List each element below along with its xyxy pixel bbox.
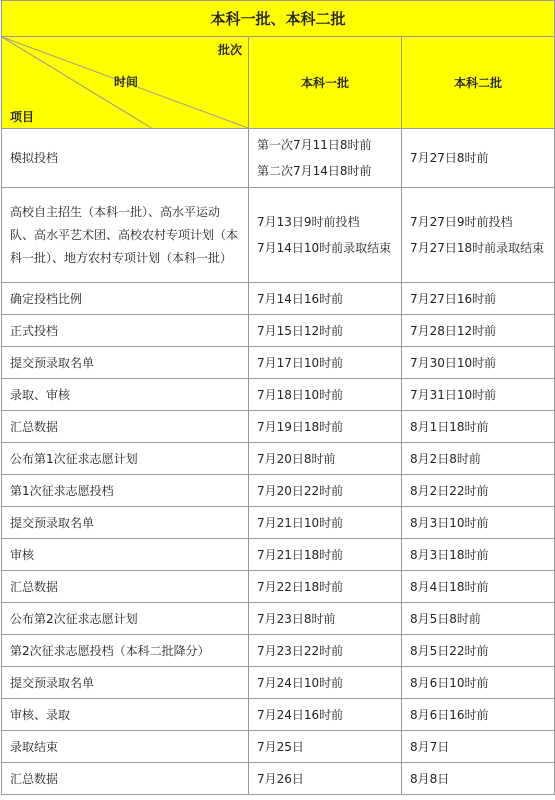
table-row <box>2 507 555 539</box>
batch1-cell-text: 7月20日8时前 <box>257 451 336 466</box>
batch2-cell-text: 8月2日22时前 <box>410 483 489 498</box>
item-cell: 第1次征求志愿投档 <box>2 475 249 507</box>
item-cell: 提交预录取名单 <box>2 667 249 699</box>
diagonal-header-cell <box>2 37 249 129</box>
item-cell: 汇总数据 <box>2 571 249 603</box>
item-cell: 审核 <box>2 539 249 571</box>
batch2-cell <box>402 667 555 699</box>
batch2-cell-text: 8月5日8时前 <box>410 611 481 626</box>
batch1-cell <box>249 667 402 699</box>
item-cell: 汇总数据 <box>2 763 249 795</box>
batch2-cell-text: 8月3日10时前 <box>410 515 489 530</box>
header-batch1: 本科一批 <box>249 37 402 129</box>
batch1-cell <box>249 411 402 443</box>
table-row <box>2 667 555 699</box>
batch1-cell <box>249 347 402 379</box>
batch1-cell <box>249 571 402 603</box>
item-cell: 确定投档比例 <box>2 283 249 315</box>
corner-label-time: 时间 <box>114 75 139 89</box>
batch1-cell-text: 7月19日18时前 <box>257 419 344 434</box>
table-row <box>2 411 555 443</box>
table-row <box>2 763 555 795</box>
item-cell: 录取、审核 <box>2 379 249 411</box>
batch1-cell-text: 7月25日 <box>257 739 304 754</box>
batch2-cell <box>402 443 555 475</box>
batch1-cell-text: 7月23日8时前 <box>257 611 336 626</box>
batch2-cell <box>402 635 555 667</box>
batch2-cell <box>402 411 555 443</box>
table-row <box>2 635 555 667</box>
batch1-cell-text: 7月18日10时前 <box>257 387 344 402</box>
batch1-cell-text: 7月24日10时前 <box>257 675 344 690</box>
item-cell: 审核、录取 <box>2 699 249 731</box>
batch2-cell <box>402 539 555 571</box>
batch1-cell <box>249 635 402 667</box>
table-title-row <box>2 1 555 37</box>
batch1-cell-text: 7月20日22时前 <box>257 483 344 498</box>
batch2-cell-text: 8月6日10时前 <box>410 675 489 690</box>
batch2-cell-text: 7月27日18时前录取结束 <box>410 241 545 255</box>
batch1-cell <box>249 443 402 475</box>
batch2-cell <box>402 603 555 635</box>
batch2-cell-text: 7月27日8时前 <box>410 151 489 165</box>
item-cell: 公布第1次征求志愿计划 <box>2 443 249 475</box>
batch2-cell <box>402 699 555 731</box>
item-cell: 高校自主招生（本科一批）、高水平运动队、高水平艺术团、高校农村专项计划（本科一批）、地方农村专项计划（本科一批） <box>2 188 249 283</box>
batch1-cell-text: 7月24日16时前 <box>257 707 344 722</box>
batch1-cell <box>249 475 402 507</box>
batch2-cell <box>402 188 555 283</box>
table-body <box>2 129 555 795</box>
batch1-cell <box>249 539 402 571</box>
item-cell: 模拟投档 <box>2 129 249 188</box>
table-row <box>2 315 555 347</box>
item-cell: 正式投档 <box>2 315 249 347</box>
batch2-cell-text: 8月3日18时前 <box>410 547 489 562</box>
table-row <box>2 699 555 731</box>
batch1-cell-text: 7月15日12时前 <box>257 323 344 338</box>
batch2-cell-text: 8月6日16时前 <box>410 707 489 722</box>
batch2-cell-text: 7月27日16时前 <box>410 291 497 306</box>
item-cell: 提交预录取名单 <box>2 347 249 379</box>
batch2-cell-text: 7月27日9时前投档 <box>410 215 513 229</box>
batch2-cell-text: 7月28日12时前 <box>410 323 497 338</box>
batch1-cell <box>249 763 402 795</box>
batch2-cell <box>402 731 555 763</box>
batch1-cell <box>249 603 402 635</box>
item-cell: 汇总数据 <box>2 411 249 443</box>
batch1-cell-text: 7月23日22时前 <box>257 643 344 658</box>
table-row <box>2 347 555 379</box>
batch2-cell-text: 7月30日10时前 <box>410 355 497 370</box>
corner-label-item: 项目 <box>10 110 35 124</box>
item-cell: 提交预录取名单 <box>2 507 249 539</box>
table-row <box>2 443 555 475</box>
header-batch2: 本科二批 <box>402 37 555 129</box>
table-row <box>2 379 555 411</box>
table-row <box>2 188 555 283</box>
table-row <box>2 731 555 763</box>
batch2-cell-text: 8月5日22时前 <box>410 643 489 658</box>
table-row <box>2 603 555 635</box>
batch2-cell <box>402 379 555 411</box>
batch1-cell-text: 7月21日18时前 <box>257 547 344 562</box>
table-row <box>2 571 555 603</box>
batch2-cell <box>402 763 555 795</box>
table-row <box>2 475 555 507</box>
batch2-cell-text: 8月2日8时前 <box>410 451 481 466</box>
batch2-cell <box>402 507 555 539</box>
batch1-cell-text: 7月17日10时前 <box>257 355 344 370</box>
batch1-cell <box>249 315 402 347</box>
batch1-cell <box>249 188 402 283</box>
table-title: 本科一批、本科二批 <box>2 1 555 37</box>
batch2-cell <box>402 129 555 188</box>
batch1-cell-text: 第一次7月11日8时前 <box>257 138 372 152</box>
batch1-cell-text: 7月26日 <box>257 771 304 786</box>
batch1-cell <box>249 129 402 188</box>
table-header-row <box>2 37 555 129</box>
batch2-cell-text: 8月1日18时前 <box>410 419 489 434</box>
batch2-cell <box>402 571 555 603</box>
corner-label-batch: 批次 <box>217 43 242 57</box>
item-cell: 第2次征求志愿投档（本科二批降分） <box>2 635 249 667</box>
batch2-cell-text: 8月7日 <box>410 739 450 754</box>
batch2-cell <box>402 315 555 347</box>
batch1-cell <box>249 731 402 763</box>
batch1-cell-text: 7月14日10时前录取结束 <box>257 241 392 255</box>
batch1-cell-text: 7月22日18时前 <box>257 579 344 594</box>
item-cell: 录取结束 <box>2 731 249 763</box>
batch1-cell-text: 7月14日16时前 <box>257 291 344 306</box>
batch2-cell-text: 8月4日18时前 <box>410 579 489 594</box>
schedule-table <box>1 0 555 795</box>
batch2-cell <box>402 347 555 379</box>
batch1-cell <box>249 699 402 731</box>
table-row <box>2 539 555 571</box>
batch2-cell-text: 8月8日 <box>410 771 450 786</box>
table-row <box>2 283 555 315</box>
table-row <box>2 129 555 188</box>
batch1-cell-text: 第二次7月14日8时前 <box>257 164 372 178</box>
batch2-cell <box>402 475 555 507</box>
batch1-cell <box>249 283 402 315</box>
batch1-cell-text: 7月13日9时前投档 <box>257 215 360 229</box>
batch1-cell <box>249 507 402 539</box>
batch1-cell <box>249 379 402 411</box>
item-cell: 公布第2次征求志愿计划 <box>2 603 249 635</box>
batch2-cell-text: 7月31日10时前 <box>410 387 497 402</box>
batch1-cell-text: 7月21日10时前 <box>257 515 344 530</box>
batch2-cell <box>402 283 555 315</box>
